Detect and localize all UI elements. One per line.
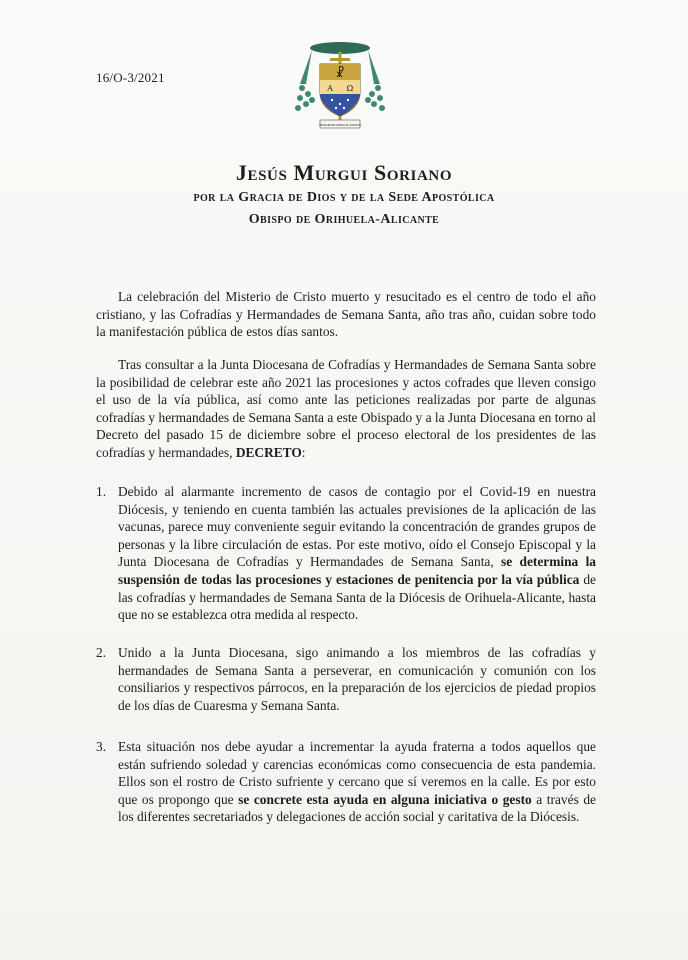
crest-motto: INSTAURARE OMNIA IN CHRISTO — [319, 124, 361, 127]
decree-item-1 — [96, 483, 596, 633]
bishop-name: Jesús Murgui Soriano — [235, 160, 453, 185]
title-line-1: por la Gracia de Dios y de la Sede Apostólica — [193, 190, 495, 205]
decree-keyword: DECRETO — [235, 444, 302, 460]
item-number: 3. — [96, 739, 107, 754]
item-text-part: de las cofradías y hermandades de Semana Santa de la Diócesis de Orihuela-Alicante, hasta que no se establezca otra medida al respecto. — [118, 571, 596, 623]
item-text-bold: se concrete esta ayuda en alguna iniciativa o gesto — [238, 791, 532, 807]
paragraph-decree-text: Tras consultar a la Junta Diocesana de Cofradías y Hermandades de Semana Santa sobre la posibilidad de celebrar este año 2021 las procesiones y actos cofrades que lleven consigo el uso de la vía pública, así como ante las peticiones realizadas por parte de algunas cofradías y hermandades de Semana Santa a este Obispado y a la Junta Diocesana en torno al Decreto del pasado 15 de diciembre sobre el proceso electoral de los presidentes de las cofradías y hermandades, — [96, 357, 596, 460]
paragraph-decree — [96, 356, 596, 462]
item-text — [118, 644, 596, 714]
title-line-2: Obispo de Orihuela-Alicante — [248, 212, 440, 227]
decree-item-3 — [96, 738, 596, 848]
item-text-part: Esta situación nos debe ayudar a incrementar la ayuda fraterna a todos aquellos que están sufriendo soledad y carencias económicas como consecuencia de esta pandemia. Ellos son el rostro de Cristo sufriente y cercano que sí veremos en la calle. Es por esto que os propongo que — [118, 739, 596, 807]
crest-alpha-letter: A — [327, 84, 333, 93]
paragraph-intro: La celebración del Misterio de Cristo muerto y resucitado es el centro de todo el año cristiano, y las Cofradías y Hermandades de Semana Santa, año tras año, cuidan sobre todo la manifestación pública de estos días santos. — [96, 289, 596, 340]
item-number: 2. — [96, 645, 107, 660]
document-reference: 16/O-3/2021 — [96, 70, 165, 85]
item-text — [118, 738, 596, 826]
item-text — [118, 483, 596, 624]
item-text-bold: se determina la suspensión de todas las procesiones y estaciones de penitencia por la vía pública — [118, 554, 596, 587]
item-text-part: a través de los diferentes secretariados y delegaciones de acción social y caritativa de la Diócesis. — [118, 791, 596, 825]
item-number: 1. — [96, 484, 107, 499]
decree-item-2 — [96, 644, 596, 724]
episcopal-coat-of-arms — [290, 34, 390, 134]
item-text-part: Debido al alarmante incremento de casos de contagio por el Covid-19 en nuestra Diócesis, y teniendo en cuenta también las actuales previsiones de la aplicación de las vacunas, parece muy conveniente seguir evitando la concentración de grandes grupos de personas y la libre circulación de estas. Por este motivo, oído el Consejo Episcopal y la Junta Diocesana de Cofradías y Hermandades de Semana Santa, — [118, 484, 596, 570]
svg-text:☧: ☧ — [335, 66, 345, 80]
item-text-part: Unido a la Junta Diocesana, sigo animando a los miembros de las cofradías y hermandades de Semana Santa a perseverar, en comunicación y comunión con los consiliarios y respectivos párrocos, en la preparación de los ejercicios de piedad propios de los días de Cuaresma y Semana Santa. — [118, 645, 596, 713]
decree-colon: : — [301, 444, 306, 460]
crest-omega-letter: Ω — [346, 84, 354, 93]
